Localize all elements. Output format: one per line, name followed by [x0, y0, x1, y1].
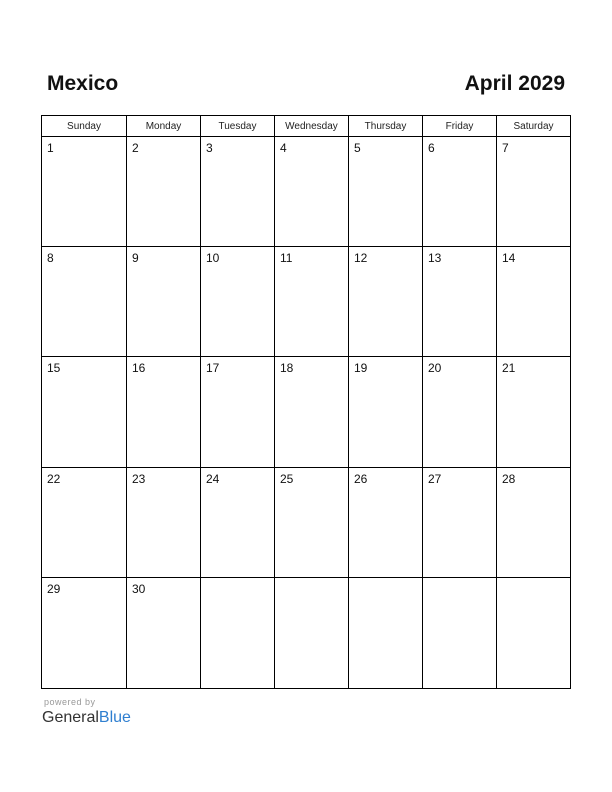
day-cell	[127, 578, 201, 688]
day-cell	[42, 137, 127, 247]
brand-general-text: General	[42, 709, 99, 726]
day-cell	[497, 468, 570, 578]
day-cell	[423, 578, 497, 688]
day-cell	[201, 578, 275, 688]
generalblue-logo[interactable]	[42, 708, 131, 728]
day-cell	[349, 357, 423, 467]
month-year-title: April 2029	[464, 72, 565, 95]
weekday-header-1: Monday	[127, 116, 201, 137]
day-number: 1	[47, 141, 54, 155]
day-number: 29	[47, 581, 61, 596]
day-number: 3	[206, 141, 213, 155]
day-number: 27	[428, 471, 442, 486]
day-cell	[275, 468, 349, 578]
day-cell	[349, 468, 423, 578]
day-number: 9	[132, 251, 139, 266]
day-number: 25	[280, 471, 294, 486]
day-cell	[201, 247, 275, 357]
day-cell	[497, 137, 570, 247]
day-cell	[127, 247, 201, 357]
day-number: 24	[206, 471, 220, 486]
day-cell	[497, 357, 570, 467]
day-number: 21	[502, 361, 516, 376]
calendar-grid	[41, 115, 571, 689]
day-cell	[201, 468, 275, 578]
day-number: 11	[280, 251, 293, 266]
day-number: 18	[280, 361, 294, 376]
day-cell	[127, 357, 201, 467]
day-cell	[201, 137, 275, 247]
day-number: 17	[206, 361, 220, 376]
day-cell	[42, 247, 127, 357]
day-number: 12	[354, 251, 368, 266]
day-cell	[127, 468, 201, 578]
day-cell	[275, 247, 349, 357]
day-number: 4	[280, 141, 287, 155]
day-number: 14	[502, 251, 516, 266]
day-number: 8	[47, 251, 54, 266]
country-title: Mexico	[47, 72, 119, 95]
day-cell	[423, 137, 497, 247]
day-cell	[201, 357, 275, 467]
day-number: 15	[47, 361, 61, 376]
day-cell	[423, 357, 497, 467]
day-cell	[42, 578, 127, 688]
day-cell	[275, 137, 349, 247]
day-number: 10	[206, 251, 220, 266]
weekday-header-6: Saturday	[497, 116, 570, 137]
day-cell	[423, 247, 497, 357]
weekday-header-2: Tuesday	[201, 116, 275, 137]
weekday-header-5: Friday	[423, 116, 497, 137]
day-number: 22	[47, 471, 61, 486]
day-number: 13	[428, 251, 442, 266]
day-cell	[275, 357, 349, 467]
day-number: 30	[132, 581, 146, 596]
day-cell	[349, 247, 423, 357]
day-number: 7	[502, 141, 509, 155]
day-cell	[423, 468, 497, 578]
day-cell	[497, 247, 570, 357]
day-cell	[497, 578, 570, 688]
day-cell	[42, 357, 127, 467]
day-cell	[275, 578, 349, 688]
weekday-header-0: Sunday	[42, 116, 127, 137]
powered-by-label: powered by	[44, 697, 96, 707]
day-number: 28	[502, 471, 516, 486]
day-number: 16	[132, 361, 146, 376]
day-number: 20	[428, 361, 442, 376]
day-cell	[349, 578, 423, 688]
day-cell	[127, 137, 201, 247]
day-cell	[349, 137, 423, 247]
day-number: 2	[132, 141, 139, 155]
day-number: 23	[132, 471, 146, 486]
weekday-header-3: Wednesday	[275, 116, 349, 137]
day-number: 26	[354, 471, 368, 486]
day-number: 19	[354, 361, 368, 376]
day-cell	[42, 468, 127, 578]
weekday-header-4: Thursday	[349, 116, 423, 137]
day-number: 5	[354, 141, 361, 155]
brand-blue-text: Blue	[98, 709, 131, 726]
day-number: 6	[428, 141, 435, 155]
